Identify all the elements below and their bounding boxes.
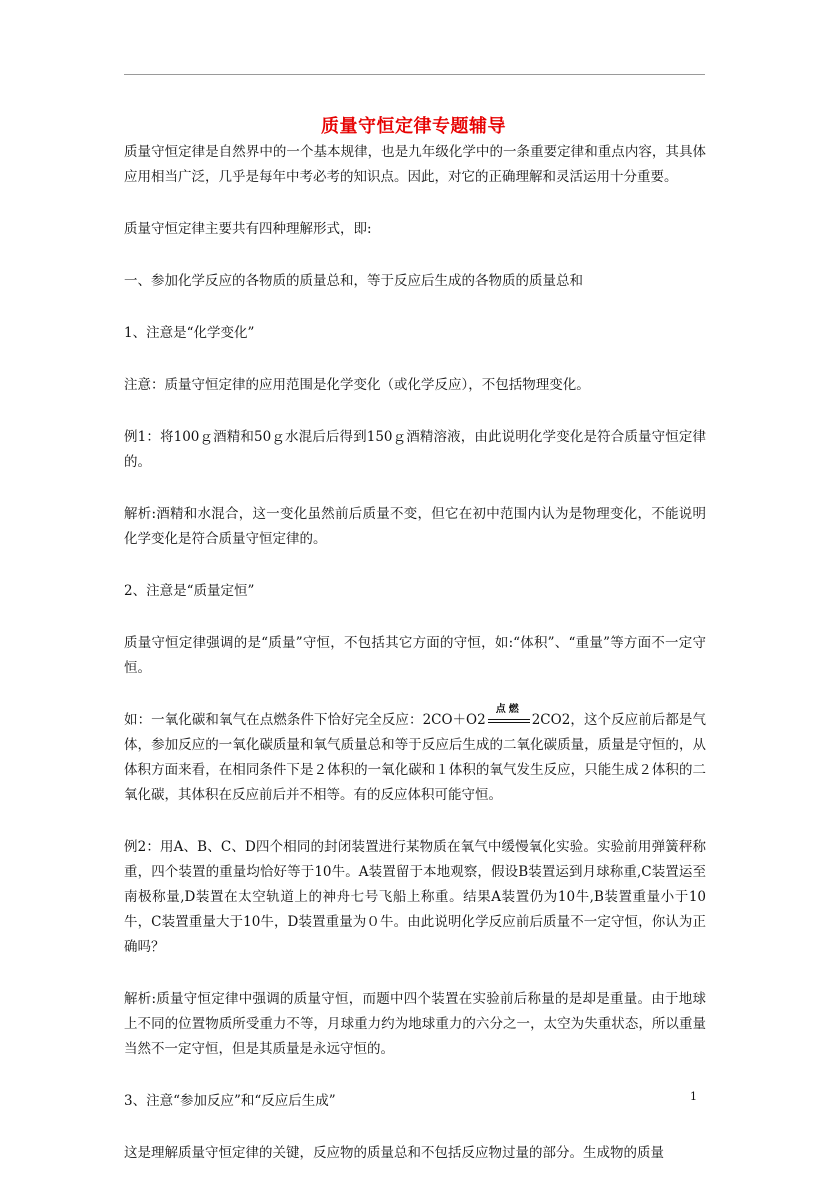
equation-products: 2CO2 [531, 712, 571, 728]
forms-intro-paragraph: 质量守恒定律主要共有四种理解形式，即: [124, 221, 372, 237]
reaction-arrow [488, 703, 530, 728]
reaction-condition: 点燃 [495, 703, 522, 715]
example-one-paragraph: 例1：将100ｇ酒精和50ｇ水混后后得到150ｇ酒精溶液，由此说明化学变化是符合质量守恒定律的。 [124, 429, 706, 470]
analysis-one-paragraph: 解析:酒精和水混合，这一变化虽然前后质量不变，但它在初中范围内认为是物理变化，不能说明化学变化是符合质量守恒定律的。 [124, 506, 706, 547]
mass-emphasis-paragraph: 质量守恒定律强调的是“质量”守恒，不包括其它方面的守恒，如:“体积”、“重量”等方面不一定守恒。 [124, 635, 706, 676]
note-paragraph: 注意：质量守恒定律的应用范围是化学变化（或化学反应），不包括物理变化。 [124, 377, 590, 393]
arrow-line-bottom [488, 722, 530, 723]
header-rule [124, 74, 705, 75]
co-oxygen-intro-text: 如：一氧化碳和氧气在点燃条件下恰好完全反应： [124, 712, 423, 728]
document-body [124, 140, 706, 1193]
section-one-heading: 一、参加化学反应的各物质的质量总和，等于反应后生成的各物质的质量总和 [124, 273, 583, 289]
chemical-equation [422, 703, 571, 733]
point-three-heading: 3、注意“参加反应”和“反应后生成” [124, 1093, 336, 1109]
point-one-heading: 1、注意是“化学变化” [124, 325, 255, 341]
page-number: 1 [690, 1090, 697, 1103]
equation-reactants: 2CO＋O2 [422, 712, 486, 728]
co-oxygen-explanation-text: ，这个反应前后都是气体，参加反应的一氧化碳质量和氧气质量总和等于反应后生成的二氧化碳质量，质量是守恒的，从体积方面来看，在相同条件下是２体积的一氧化碳和１体积的氧气发生反应，只能生成２体积的二氧化碳，其体积在反应前后并不相等。有的反应体积可能守恒。 [124, 712, 707, 803]
example-two-paragraph: 例2：用A、B、C、D四个相同的封闭装置进行某物质在氧气中缓慢氧化实验。实验前用弹簧秤称重，四个装置的重量均恰好等于10牛。A装置留于本地观察，假设B装置运到月球称重,C装置运至南极称量,D装置在太空轨道上的神舟七号飞船上称重。结果A装置仍为10牛,B装置重量小于10牛，C装置重量大于10牛，D装置重量为０牛。由此说明化学反应前后质量不一定守恒，你认为正确吗？ [124, 839, 706, 955]
analysis-two-paragraph: 解析:质量守恒定律中强调的质量守恒，而题中四个装置在实验前后称量的是却是重量。由于地球上不同的位置物质所受重力不等，月球重力约为地球重力的六分之一，太空为失重状态，所以重量当然不一定守恒，但是其质量是永远守恒的。 [124, 991, 706, 1057]
document-title: 质量守恒定律专题辅导 [321, 116, 506, 137]
co-oxygen-paragraph [124, 703, 707, 808]
point-two-heading: 2、注意是“质量定恒” [124, 583, 255, 599]
key-understanding-paragraph: 这是理解质量守恒定律的关键，反应物的质量总和不包括反应物过量的部分。生成物的质量 [124, 1145, 664, 1161]
intro-paragraph: 质量守恒定律是自然界中的一个基本规律，也是九年级化学中的一条重要定律和重点内容，其具体应用相当广泛，几乎是每年中考必考的知识点。因此，对它的正确理解和灵活运用十分重要。 [124, 144, 706, 185]
arrow-line-top [488, 719, 530, 720]
